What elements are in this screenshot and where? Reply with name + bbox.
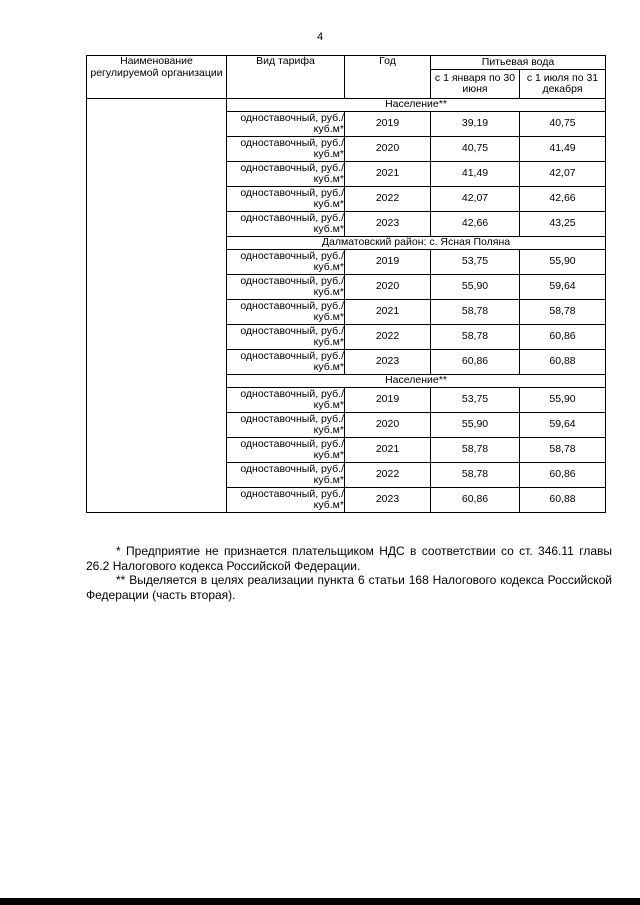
period-2-value: 55,90 <box>520 388 606 413</box>
year-cell: 2021 <box>345 438 431 463</box>
period-2-value: 60,88 <box>520 488 606 513</box>
period-2-value: 60,88 <box>520 350 606 375</box>
period-2-value: 60,86 <box>520 463 606 488</box>
section-title: Далматовский район: с. Ясная Поляна <box>227 237 606 250</box>
table-body <box>87 99 606 513</box>
year-cell: 2020 <box>345 413 431 438</box>
tariff-type-cell: одноставочный, руб./куб.м* <box>227 275 345 300</box>
section-title: Население** <box>227 99 606 112</box>
period-2-value: 42,07 <box>520 162 606 187</box>
period-2-value: 58,78 <box>520 438 606 463</box>
year-cell: 2019 <box>345 112 431 137</box>
tariff-type-cell: одноставочный, руб./куб.м* <box>227 463 345 488</box>
year-cell: 2020 <box>345 275 431 300</box>
header-tariff-type: Вид тарифа <box>227 56 345 99</box>
period-2-value: 40,75 <box>520 112 606 137</box>
year-cell: 2023 <box>345 212 431 237</box>
year-cell: 2022 <box>345 187 431 212</box>
tariff-type-cell: одноставочный, руб./куб.м* <box>227 300 345 325</box>
year-cell: 2019 <box>345 250 431 275</box>
period-2-value: 59,64 <box>520 275 606 300</box>
header-row <box>87 56 606 70</box>
header-drinking-water: Питьевая вода <box>431 56 606 70</box>
year-cell: 2023 <box>345 350 431 375</box>
footnote-vat: * Предприятие не признается плательщиком НДС в соответствии со ст. 346.11 главы 26.2 Налогового кодекса Российской Федерации. <box>86 544 612 573</box>
period-1-value: 58,78 <box>431 463 520 488</box>
header-period-1: с 1 января по 30 июня <box>431 70 520 99</box>
section-title: Население** <box>227 375 606 388</box>
year-cell: 2023 <box>345 488 431 513</box>
footnotes <box>86 544 612 602</box>
period-1-value: 53,75 <box>431 250 520 275</box>
tariff-type-cell: одноставочный, руб./куб.м* <box>227 488 345 513</box>
tariff-type-cell: одноставочный, руб./куб.м* <box>227 413 345 438</box>
period-1-value: 42,07 <box>431 187 520 212</box>
year-cell: 2019 <box>345 388 431 413</box>
tariff-type-cell: одноставочный, руб./куб.м* <box>227 350 345 375</box>
tariff-type-cell: одноставочный, руб./куб.м* <box>227 187 345 212</box>
year-cell: 2020 <box>345 137 431 162</box>
tariff-type-cell: одноставочный, руб./куб.м* <box>227 137 345 162</box>
tariff-type-cell: одноставочный, руб./куб.м* <box>227 438 345 463</box>
year-cell: 2021 <box>345 300 431 325</box>
period-1-value: 55,90 <box>431 275 520 300</box>
table-header <box>87 56 606 99</box>
tariff-type-cell: одноставочный, руб./куб.м* <box>227 162 345 187</box>
period-2-value: 59,64 <box>520 413 606 438</box>
period-2-value: 60,86 <box>520 325 606 350</box>
tariff-type-cell: одноставочный, руб./куб.м* <box>227 388 345 413</box>
period-2-value: 43,25 <box>520 212 606 237</box>
page-number: 4 <box>316 31 324 43</box>
period-1-value: 55,90 <box>431 413 520 438</box>
period-2-value: 55,90 <box>520 250 606 275</box>
tariff-table <box>86 55 606 513</box>
year-cell: 2022 <box>345 325 431 350</box>
period-1-value: 41,49 <box>431 162 520 187</box>
period-1-value: 39,19 <box>431 112 520 137</box>
period-1-value: 58,78 <box>431 325 520 350</box>
period-1-value: 58,78 <box>431 300 520 325</box>
tariff-type-cell: одноставочный, руб./куб.м* <box>227 250 345 275</box>
section-row <box>87 99 606 112</box>
period-1-value: 40,75 <box>431 137 520 162</box>
period-2-value: 41,49 <box>520 137 606 162</box>
period-1-value: 42,66 <box>431 212 520 237</box>
tariff-type-cell: одноставочный, руб./куб.м* <box>227 212 345 237</box>
year-cell: 2021 <box>345 162 431 187</box>
header-year: Год <box>345 56 431 99</box>
tariff-type-cell: одноставочный, руб./куб.м* <box>227 112 345 137</box>
period-2-value: 42,66 <box>520 187 606 212</box>
footnote-population: ** Выделяется в целях реализации пункта 6 статьи 168 Налогового кодекса Российской Федерации (часть вторая). <box>86 573 612 602</box>
period-1-value: 58,78 <box>431 438 520 463</box>
period-2-value: 58,78 <box>520 300 606 325</box>
period-1-value: 53,75 <box>431 388 520 413</box>
year-cell: 2022 <box>345 463 431 488</box>
tariff-type-cell: одноставочный, руб./куб.м* <box>227 325 345 350</box>
period-1-value: 60,86 <box>431 488 520 513</box>
header-organization: Наименование регулируемой организации <box>87 56 227 99</box>
scan-edge-bar <box>0 898 640 905</box>
organization-cell <box>87 99 227 513</box>
period-1-value: 60,86 <box>431 350 520 375</box>
header-period-2: с 1 июля по 31 декабря <box>520 70 606 99</box>
